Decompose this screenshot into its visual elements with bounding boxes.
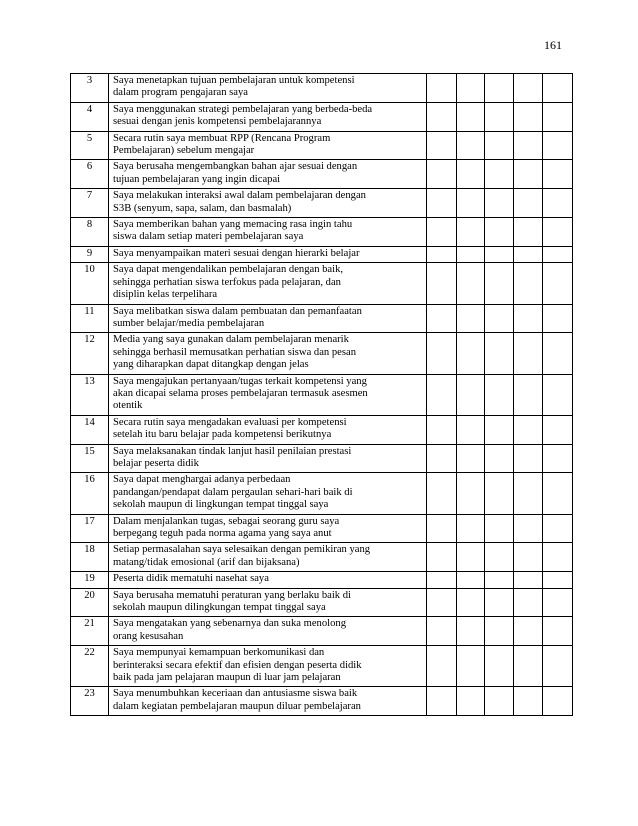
item-number: 5 bbox=[71, 131, 109, 160]
rating-cell[interactable] bbox=[457, 102, 485, 131]
rating-cell[interactable] bbox=[543, 189, 573, 218]
rating-cell[interactable] bbox=[514, 687, 543, 716]
rating-cell[interactable] bbox=[427, 572, 457, 588]
rating-cell[interactable] bbox=[514, 646, 543, 687]
item-statement: Secara rutin saya membuat RPP (Rencana Program Pembelajaran) sebelum mengajar bbox=[109, 131, 427, 160]
rating-cell[interactable] bbox=[514, 102, 543, 131]
item-statement: Saya melaksanakan tindak lanjut hasil penilaian prestasi belajar peserta didik bbox=[109, 444, 427, 473]
rating-cell[interactable] bbox=[457, 588, 485, 617]
rating-cell[interactable] bbox=[514, 246, 543, 262]
item-statement: Saya berusaha mematuhi peraturan yang berlaku baik di sekolah maupun dilingkungan tempat tinggal saya bbox=[109, 588, 427, 617]
rating-cell[interactable] bbox=[514, 473, 543, 514]
table-row bbox=[71, 189, 573, 218]
rating-cell[interactable] bbox=[427, 374, 457, 415]
rating-cell[interactable] bbox=[457, 246, 485, 262]
rating-cell[interactable] bbox=[427, 218, 457, 247]
rating-cell[interactable] bbox=[543, 374, 573, 415]
item-statement: Saya menggunakan strategi pembelajaran yang berbeda-beda sesuai dengan jenis kompetensi pembelajarannya bbox=[109, 102, 427, 131]
rating-cell[interactable] bbox=[485, 646, 514, 687]
rating-cell[interactable] bbox=[427, 543, 457, 572]
table-row bbox=[71, 74, 573, 103]
item-statement: Saya melibatkan siswa dalam pembuatan dan pemanfaatan sumber belajar/media pembelajaran bbox=[109, 304, 427, 333]
item-number: 23 bbox=[71, 687, 109, 716]
rating-cell[interactable] bbox=[485, 543, 514, 572]
table-row bbox=[71, 218, 573, 247]
rating-cell[interactable] bbox=[543, 246, 573, 262]
rating-cell[interactable] bbox=[485, 374, 514, 415]
rating-cell[interactable] bbox=[514, 131, 543, 160]
table-row bbox=[71, 572, 573, 588]
rating-cell[interactable] bbox=[427, 473, 457, 514]
rating-cell[interactable] bbox=[514, 263, 543, 304]
rating-cell[interactable] bbox=[485, 415, 514, 444]
item-statement: Saya berusaha mengembangkan bahan ajar sesuai dengan tujuan pembelajaran yang ingin dicapai bbox=[109, 160, 427, 189]
rating-cell[interactable] bbox=[543, 218, 573, 247]
rating-cell[interactable] bbox=[427, 333, 457, 374]
item-statement: Saya dapat mengendalikan pembelajaran dengan baik, sehingga perhatian siswa terfokus pada pelajaran, dan disiplin kelas terpelihara bbox=[109, 263, 427, 304]
rating-cell[interactable] bbox=[457, 572, 485, 588]
table-row bbox=[71, 514, 573, 543]
item-statement: Saya mempunyai kemampuan berkomunikasi dan berinteraksi secara efektif dan efisien dengan peserta didik baik pada jam pelajaran maupun di luar jam pelajaran bbox=[109, 646, 427, 687]
rating-cell[interactable] bbox=[514, 444, 543, 473]
item-number: 10 bbox=[71, 263, 109, 304]
item-number: 8 bbox=[71, 218, 109, 247]
rating-cell[interactable] bbox=[543, 304, 573, 333]
item-number: 11 bbox=[71, 304, 109, 333]
rating-cell[interactable] bbox=[514, 572, 543, 588]
rating-cell[interactable] bbox=[485, 617, 514, 646]
page-number: 161 bbox=[544, 38, 562, 52]
item-number: 6 bbox=[71, 160, 109, 189]
rating-cell[interactable] bbox=[543, 131, 573, 160]
rating-cell[interactable] bbox=[514, 543, 543, 572]
rating-cell[interactable] bbox=[427, 588, 457, 617]
rating-cell[interactable] bbox=[514, 189, 543, 218]
rating-cell[interactable] bbox=[514, 304, 543, 333]
rating-cell[interactable] bbox=[543, 687, 573, 716]
item-statement: Saya menumbuhkan keceriaan dan antusiasme siswa baik dalam kegiatan pembelajaran maupun diluar pembelajaran bbox=[109, 687, 427, 716]
questionnaire-body bbox=[71, 74, 573, 716]
rating-cell[interactable] bbox=[427, 74, 457, 103]
table-row bbox=[71, 687, 573, 716]
rating-cell[interactable] bbox=[543, 263, 573, 304]
rating-cell[interactable] bbox=[427, 131, 457, 160]
rating-cell[interactable] bbox=[485, 473, 514, 514]
table-row bbox=[71, 102, 573, 131]
rating-cell[interactable] bbox=[514, 374, 543, 415]
rating-cell[interactable] bbox=[485, 131, 514, 160]
rating-cell[interactable] bbox=[427, 444, 457, 473]
item-number: 13 bbox=[71, 374, 109, 415]
rating-cell[interactable] bbox=[427, 102, 457, 131]
rating-cell[interactable] bbox=[457, 543, 485, 572]
rating-cell[interactable] bbox=[514, 415, 543, 444]
item-statement: Saya melakukan interaksi awal dalam pembelajaran dengan S3B (senyum, sapa, salam, dan basmalah) bbox=[109, 189, 427, 218]
item-statement: Peserta didik mematuhi nasehat saya bbox=[109, 572, 427, 588]
table-row bbox=[71, 374, 573, 415]
rating-cell[interactable] bbox=[543, 473, 573, 514]
rating-cell[interactable] bbox=[457, 304, 485, 333]
item-statement: Saya menetapkan tujuan pembelajaran untuk kompetensi dalam program pengajaran saya bbox=[109, 74, 427, 103]
rating-cell[interactable] bbox=[514, 333, 543, 374]
item-number: 9 bbox=[71, 246, 109, 262]
item-statement: Saya mengatakan yang sebenarnya dan suka menolong orang kesusahan bbox=[109, 617, 427, 646]
item-statement: Saya mengajukan pertanyaan/tugas terkait kompetensi yang akan dicapai selama proses pembelajaran termasuk asesmen otentik bbox=[109, 374, 427, 415]
table-row bbox=[71, 444, 573, 473]
rating-cell[interactable] bbox=[514, 588, 543, 617]
rating-cell[interactable] bbox=[485, 444, 514, 473]
item-number: 3 bbox=[71, 74, 109, 103]
rating-cell[interactable] bbox=[485, 263, 514, 304]
rating-cell[interactable] bbox=[457, 415, 485, 444]
rating-cell[interactable] bbox=[457, 131, 485, 160]
rating-cell[interactable] bbox=[485, 246, 514, 262]
rating-cell[interactable] bbox=[514, 218, 543, 247]
rating-cell[interactable] bbox=[457, 333, 485, 374]
rating-cell[interactable] bbox=[485, 572, 514, 588]
rating-cell[interactable] bbox=[543, 102, 573, 131]
rating-cell[interactable] bbox=[427, 304, 457, 333]
rating-cell[interactable] bbox=[427, 189, 457, 218]
rating-cell[interactable] bbox=[457, 617, 485, 646]
rating-cell[interactable] bbox=[427, 687, 457, 716]
rating-cell[interactable] bbox=[543, 514, 573, 543]
item-statement: Saya menyampaikan materi sesuai dengan hierarki belajar bbox=[109, 246, 427, 262]
rating-cell[interactable] bbox=[485, 160, 514, 189]
table-row bbox=[71, 160, 573, 189]
rating-cell[interactable] bbox=[485, 189, 514, 218]
rating-cell[interactable] bbox=[457, 189, 485, 218]
rating-cell[interactable] bbox=[543, 74, 573, 103]
rating-cell[interactable] bbox=[427, 617, 457, 646]
rating-cell[interactable] bbox=[457, 263, 485, 304]
table-row bbox=[71, 543, 573, 572]
item-number: 14 bbox=[71, 415, 109, 444]
rating-cell[interactable] bbox=[543, 333, 573, 374]
rating-cell[interactable] bbox=[427, 263, 457, 304]
rating-cell[interactable] bbox=[543, 572, 573, 588]
item-statement: Dalam menjalankan tugas, sebagai seorang guru saya berpegang teguh pada norma agama yang saya anut bbox=[109, 514, 427, 543]
rating-cell[interactable] bbox=[543, 543, 573, 572]
rating-cell[interactable] bbox=[457, 74, 485, 103]
rating-cell[interactable] bbox=[427, 646, 457, 687]
table-row bbox=[71, 473, 573, 514]
rating-cell[interactable] bbox=[485, 102, 514, 131]
item-number: 15 bbox=[71, 444, 109, 473]
rating-cell[interactable] bbox=[543, 617, 573, 646]
table-row bbox=[71, 333, 573, 374]
table-row bbox=[71, 646, 573, 687]
item-statement: Setiap permasalahan saya selesaikan dengan pemikiran yang matang/tidak emosional (arif dan bijaksana) bbox=[109, 543, 427, 572]
item-number: 7 bbox=[71, 189, 109, 218]
rating-cell[interactable] bbox=[457, 444, 485, 473]
rating-cell[interactable] bbox=[457, 473, 485, 514]
rating-cell[interactable] bbox=[514, 160, 543, 189]
item-statement: Saya dapat menghargai adanya perbedaan pandangan/pendapat dalam pergaulan sehari-hari baik di sekolah maupun di lingkungan tempat tinggal saya bbox=[109, 473, 427, 514]
rating-cell[interactable] bbox=[427, 415, 457, 444]
item-number: 12 bbox=[71, 333, 109, 374]
table-row bbox=[71, 588, 573, 617]
questionnaire-table bbox=[70, 73, 573, 716]
rating-cell[interactable] bbox=[457, 687, 485, 716]
item-number: 4 bbox=[71, 102, 109, 131]
rating-cell[interactable] bbox=[514, 74, 543, 103]
table-row bbox=[71, 246, 573, 262]
rating-cell[interactable] bbox=[485, 304, 514, 333]
table-row bbox=[71, 617, 573, 646]
item-statement: Saya memberikan bahan yang memacing rasa ingin tahu siswa dalam setiap materi pembelajaran saya bbox=[109, 218, 427, 247]
item-number: 20 bbox=[71, 588, 109, 617]
item-number: 22 bbox=[71, 646, 109, 687]
table-row bbox=[71, 263, 573, 304]
item-number: 21 bbox=[71, 617, 109, 646]
item-statement: Media yang saya gunakan dalam pembelajaran menarik sehingga berhasil memusatkan perhatian siswa dan pesan yang diharapkan dapat ditangkap dengan jelas bbox=[109, 333, 427, 374]
rating-cell[interactable] bbox=[543, 588, 573, 617]
rating-cell[interactable] bbox=[485, 514, 514, 543]
rating-cell[interactable] bbox=[543, 415, 573, 444]
rating-cell[interactable] bbox=[427, 514, 457, 543]
rating-cell[interactable] bbox=[543, 160, 573, 189]
rating-cell[interactable] bbox=[543, 646, 573, 687]
item-number: 19 bbox=[71, 572, 109, 588]
rating-cell[interactable] bbox=[514, 617, 543, 646]
rating-cell[interactable] bbox=[514, 514, 543, 543]
table-row bbox=[71, 415, 573, 444]
rating-cell[interactable] bbox=[427, 160, 457, 189]
item-number: 18 bbox=[71, 543, 109, 572]
rating-cell[interactable] bbox=[485, 333, 514, 374]
item-number: 16 bbox=[71, 473, 109, 514]
rating-cell[interactable] bbox=[543, 444, 573, 473]
rating-cell[interactable] bbox=[427, 246, 457, 262]
rating-cell[interactable] bbox=[485, 588, 514, 617]
rating-cell[interactable] bbox=[485, 687, 514, 716]
table-row bbox=[71, 304, 573, 333]
item-statement: Secara rutin saya mengadakan evaluasi per kompetensi setelah itu baru belajar pada kompetensi berikutnya bbox=[109, 415, 427, 444]
item-number: 17 bbox=[71, 514, 109, 543]
rating-cell[interactable] bbox=[485, 74, 514, 103]
rating-cell[interactable] bbox=[457, 646, 485, 687]
rating-cell[interactable] bbox=[457, 218, 485, 247]
table-row bbox=[71, 131, 573, 160]
rating-cell[interactable] bbox=[457, 160, 485, 189]
rating-cell[interactable] bbox=[457, 514, 485, 543]
rating-cell[interactable] bbox=[485, 218, 514, 247]
rating-cell[interactable] bbox=[457, 374, 485, 415]
